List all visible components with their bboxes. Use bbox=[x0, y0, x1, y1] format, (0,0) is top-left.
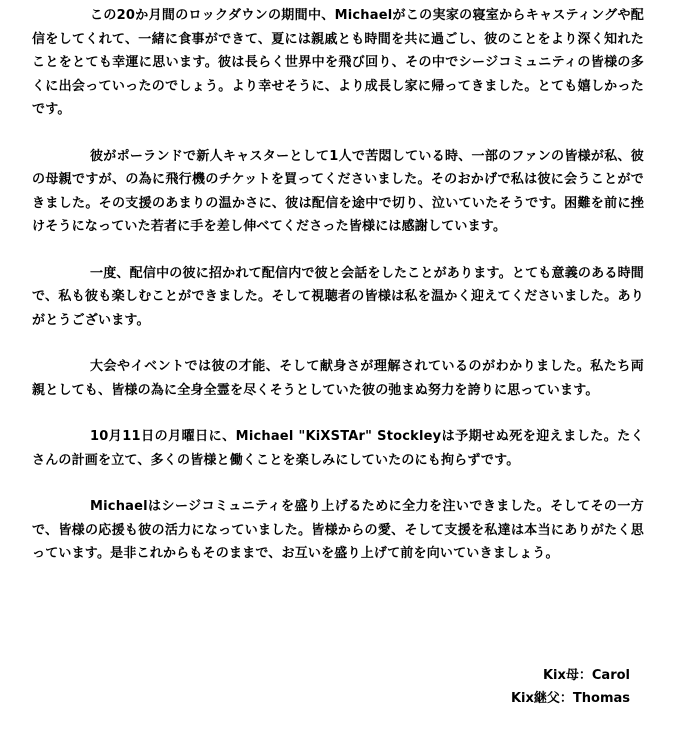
paragraph-events: 大会やイベントでは彼の才能、そして献身さが理解されているのがわかりました。私たち両親としても、皆様の為に全身全霊を尽くそうとしていた彼の弛まぬ努力を誇りに思っています。 bbox=[32, 359, 644, 398]
signature-mother: Kix母：Carol bbox=[542, 668, 630, 683]
signature-block bbox=[511, 664, 630, 710]
paragraph-lockdown: この20か月間のロックダウンの期間中、Michaelがこの実家の寝室からキャスティングや配信をしてくれて、一緒に食事ができて、夏には親戚とも時間を共に過ごし、彼のことをより深く知れたことをとても幸運に思います。彼は長らく世界中を飛び回り、その中でシージコミュニティの皆様の多くに出会っていったのでしょう。より幸せそうに、より成長し家に帰ってきました。とても嬉しかったです。 bbox=[32, 8, 644, 117]
paragraph-community: Michaelはシージコミュニティを盛り上げるために全力を注いできました。そしてその一方で、皆様の応援も彼の活力になっていました。皆様からの愛、そして支援を私達は本当にありがたく思っています。是非これからもそのままで、お互いを盛り上げて前を向いていきましょう。 bbox=[32, 499, 644, 561]
paragraph-stream-invite: 一度、配信中の彼に招かれて配信内で彼と会話をしたことがあります。とても意義のある時間で、私も彼も楽しむことができました。そして視聴者の皆様は私を温かく迎えてくださいました。ありがとうございます。 bbox=[32, 265, 644, 328]
signature-stepfather: Kix継父：Thomas bbox=[510, 691, 630, 706]
paragraph-poland: 彼がポーランドで新人キャスターとして1人で苦悶している時、一部のファンの皆様が私、彼の母親ですが、の為に飛行機のチケットを買ってくださいました。そのおかげで私は彼に会うことができました。その支援のあまりの温かさに、彼は配信を途中で切り、泣いていたそうです。困難を前に挫けそうになっていた若者に手を差し伸べてくださった皆様には感謝しています。 bbox=[32, 148, 644, 234]
letter-body bbox=[32, 4, 644, 589]
paragraph-passing: 10月11日の月曜日に、Michael "KiXSTAr" Stockleyは予期せぬ死を迎えました。たくさんの計画を立て、多くの皆様と働くことを楽しみにしていたのにも拘らずです。 bbox=[32, 429, 644, 468]
